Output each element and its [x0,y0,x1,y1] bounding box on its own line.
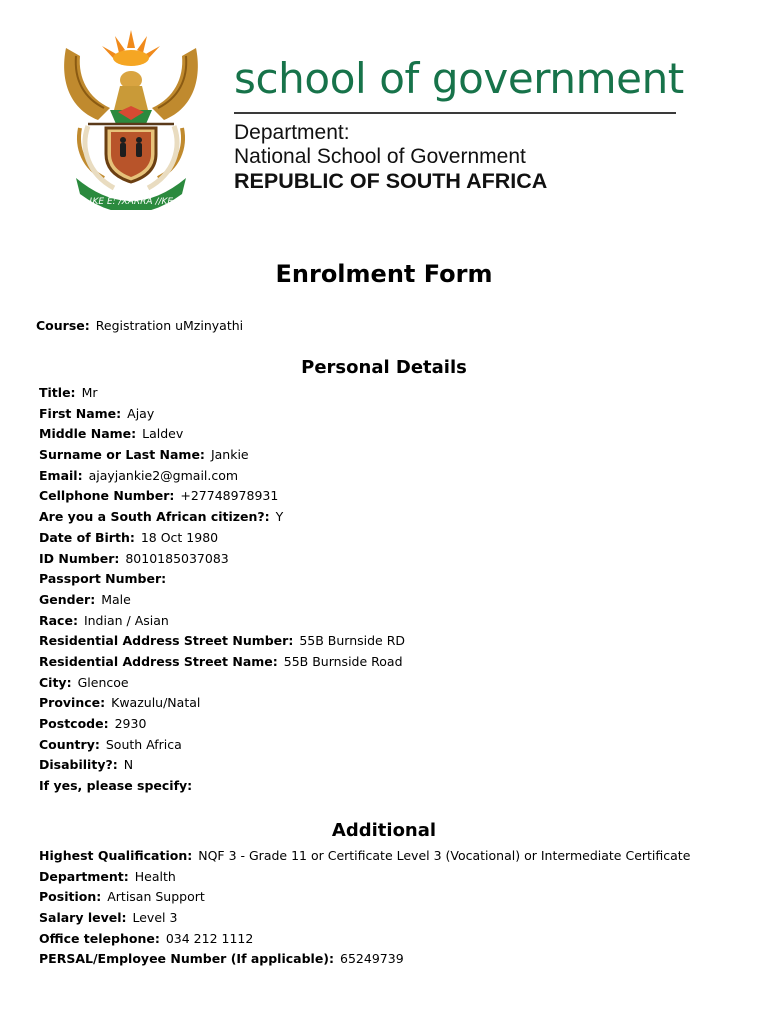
field-label: Residential Address Street Number: [39,633,294,649]
field-row [39,929,690,950]
field-label: PERSAL/Employee Number (If applicable): [39,951,335,967]
field-row [39,424,405,445]
field-value: Ajay [127,405,155,421]
field-value: Kwazulu/Natal [111,695,201,711]
field-label: City: [39,674,72,690]
field-row [39,887,690,908]
field-value: ajayjankie2@gmail.com [88,467,239,483]
department-label: Department: [234,121,350,144]
field-row [39,652,405,673]
field-value: Mr [81,385,98,400]
field-row [39,569,405,590]
field-value: Jankie [210,447,249,463]
field-value: NQF 3 - Grade 11 or Certificate Level 3 (Vocational) or Intermediate Certificate [198,848,691,863]
field-value: +27748978931 [180,488,279,504]
field-value: South Africa [105,736,182,752]
field-label: Email: [39,467,83,483]
field-row [39,714,405,735]
field-label: Country: [39,736,100,752]
course-value: Registration uMzinyathi [95,318,244,333]
field-row [39,466,405,487]
field-value: Glencoe [77,674,129,690]
field-row [39,590,405,611]
field-value: Male [101,591,131,607]
field-row [39,445,405,466]
field-label: Passport Number: [39,571,167,587]
field-label: Race: [39,612,78,628]
field-value: Artisan Support [107,889,205,905]
field-label: Postcode: [39,716,109,731]
field-row [39,611,405,632]
field-row [39,404,405,425]
personal-details-list [39,383,405,797]
coat-of-arms-logo [58,28,204,210]
field-value: 65249739 [340,951,404,967]
department-name: National School of Government [234,145,526,168]
field-label: Residential Address Street Name: [39,653,278,669]
field-row [39,755,405,776]
field-row [39,776,405,797]
field-label: Gender: [39,591,96,607]
field-value: 8010185037083 [125,550,229,566]
field-label: Department: [39,868,129,884]
field-value: Health [134,868,176,884]
field-row [39,507,405,528]
field-row [39,735,405,756]
field-label: Office telephone: [39,930,160,946]
form-title: Enrolment Form [275,260,493,288]
field-label: Middle Name: [39,426,137,442]
field-label: Province: [39,695,106,711]
field-row [39,383,405,404]
field-label: Disability?: [39,757,118,773]
field-label: First Name: [39,405,122,421]
field-row [39,693,405,714]
header-divider [234,112,676,114]
field-row [39,631,405,652]
field-value: 034 212 1112 [165,930,254,946]
field-row [39,949,690,970]
field-row [39,528,405,549]
field-value: N [123,757,134,773]
field-label: ID Number: [39,550,120,566]
field-row [39,673,405,694]
field-row [39,486,405,507]
brand-name: school of government [234,54,684,103]
field-value: 55B Burnside Road [283,653,403,669]
field-value: Indian / Asian [83,612,169,628]
field-value: 2930 [114,716,147,731]
field-row [39,867,690,888]
field-label: Salary level: [39,910,127,926]
field-label: Are you a South African citizen?: [39,509,270,525]
field-label: Cellphone Number: [39,488,175,504]
course-row [36,318,243,333]
department-block [234,121,547,193]
field-value: 55B Burnside RD [299,633,406,649]
field-label: Highest Qualification: [39,848,193,863]
additional-heading: Additional [331,820,437,841]
field-value: 18 Oct 1980 [140,529,219,545]
field-value: Level 3 [132,910,178,926]
field-label: Surname or Last Name: [39,447,205,463]
field-row [39,908,690,929]
field-row [39,549,405,570]
additional-details-list [39,846,690,970]
field-label: Position: [39,889,102,905]
course-label: Course: [36,318,90,333]
field-value: Laldev [142,426,184,442]
field-row [39,846,690,867]
field-value: Y [275,509,284,525]
field-label: Date of Birth: [39,529,135,545]
personal-details-heading: Personal Details [301,357,467,378]
country-name: REPUBLIC OF SOUTH AFRICA [234,169,548,193]
field-label: Title: [39,385,76,400]
field-label: If yes, please specify: [39,778,193,794]
coat-motto: !KE E: /XARRA //KE [88,197,174,207]
